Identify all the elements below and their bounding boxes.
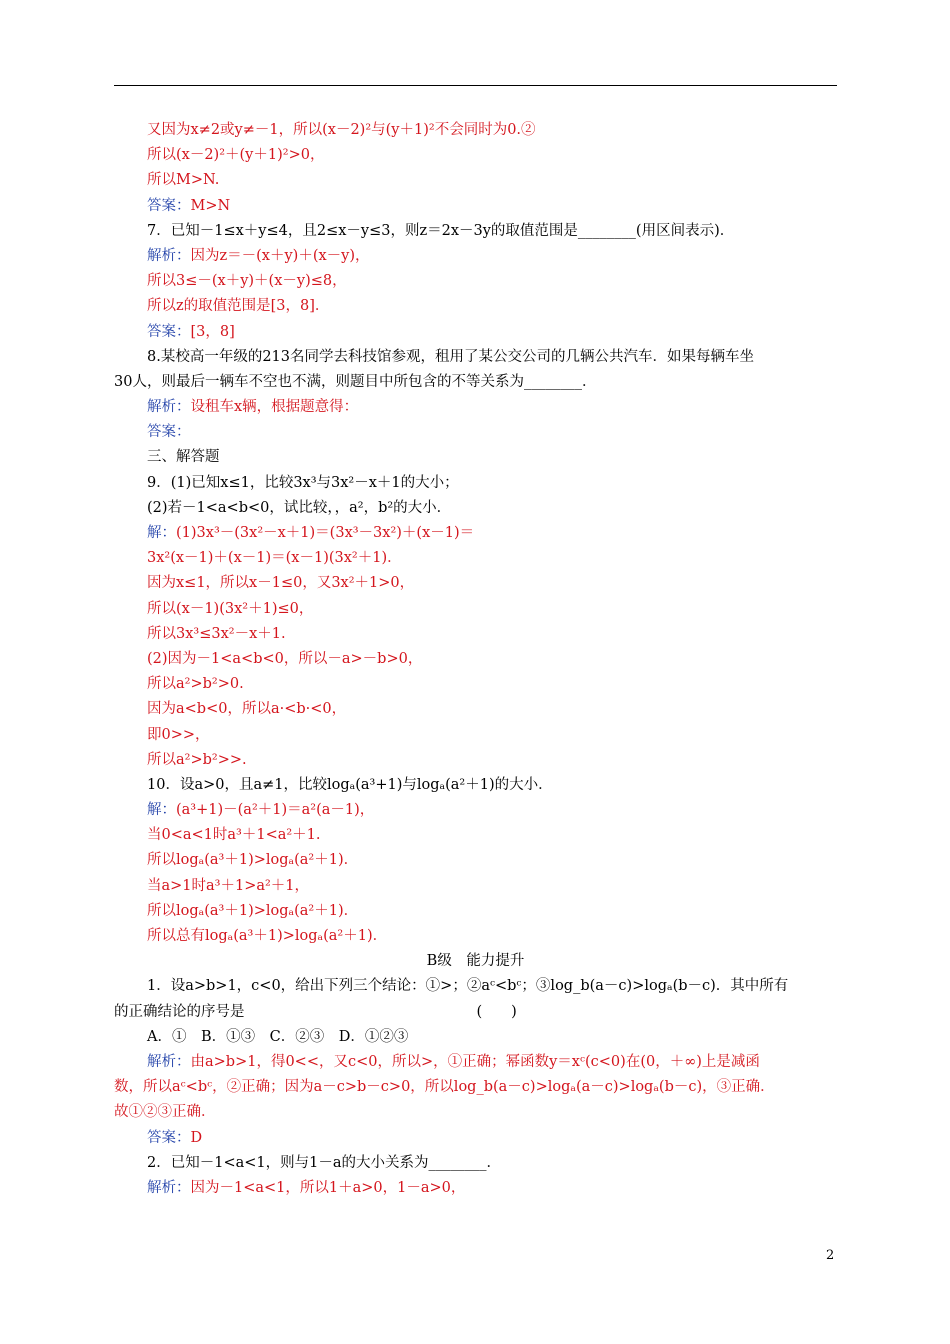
text-line (114, 395, 837, 420)
text-line (114, 320, 837, 345)
text-line (114, 1050, 837, 1075)
text-line (114, 294, 837, 319)
text-segment: 解： (147, 802, 176, 819)
text-segment: A．① B．①③ C．②③ D．①②③ (147, 1028, 409, 1045)
text-line (114, 471, 837, 496)
text-segment: 所以logₐ(a³＋1)>logₐ(a²＋1)． (147, 902, 359, 919)
text-segment: D (190, 1129, 203, 1146)
text-segment: 因为x≤1，所以x－1≤0，又3x²＋1>0， (147, 575, 415, 592)
text-line (114, 521, 837, 546)
text-line (114, 118, 837, 143)
text-segment: (a³+1)－(a²＋1)＝a²(a－1)， (176, 802, 375, 819)
text-line (114, 823, 837, 848)
text-segment: M>N (190, 197, 231, 214)
text-segment: 8.某校高一年级的213名同学去科技馆参观，租用了某公交公司的几辆公共汽车．如果每辆车坐 (147, 348, 755, 365)
text-segment: 故①②③正确． (114, 1104, 216, 1121)
text-segment: 所以3≤－(x＋y)＋(x－y)≤8， (147, 273, 347, 290)
text-segment: 所以a²>b²>>. (147, 751, 247, 768)
text-segment: 1．设a>b>1，c<0，给出下列三个结论：①>；②aᶜ<bᶜ；③log_b(a－c)>logₐ(b－c)．其中所有 (147, 978, 789, 995)
text-line (114, 1176, 837, 1201)
text-line (114, 1075, 837, 1100)
text-line (114, 143, 837, 168)
text-segment: 7．已知－1≤x＋y≤4，且2≤x－y≤3，则z＝2x－3y的取值范围是________(用区间表示)． (147, 222, 735, 239)
text-segment: 9．(1)已知x≤1，比较3x³与3x²－x＋1的大小； (147, 474, 459, 491)
text-line (114, 773, 837, 798)
text-segment: 所以M>N. (147, 172, 220, 189)
text-line (114, 924, 837, 949)
text-segment: 3x²(x－1)＋(x－1)＝(x－1)(3x²＋1)． (147, 550, 402, 567)
text-line (114, 194, 837, 219)
text-line (114, 974, 837, 999)
text-line (114, 571, 837, 596)
text-line (114, 445, 837, 470)
text-segment: 设租车x辆，根据题意得： (190, 399, 359, 416)
text-line (114, 1151, 837, 1176)
text-line (114, 697, 837, 722)
text-segment: 答案： (147, 1129, 191, 1146)
text-segment: 解析： (147, 247, 191, 264)
text-segment: 所以(x－1)(3x²＋1)≤0， (147, 600, 314, 617)
text-line (114, 1126, 837, 1151)
text-line (114, 874, 837, 899)
text-line (114, 647, 837, 672)
text-segment: 的正确结论的序号是 ( ) (114, 1003, 517, 1020)
text-segment: 当a>1时a³＋1>a²＋1， (147, 877, 310, 894)
text-segment: (2)因为－1<a<b<0，所以－a>－b>0， (147, 650, 423, 667)
page-number: 2 (826, 1248, 835, 1263)
text-segment: 所以(x－2)²＋(y＋1)²>0， (147, 147, 325, 164)
text-segment: 10．设a>0，且a≠1，比较logₐ(a³+1)与logₐ(a²＋1)的大小． (147, 776, 553, 793)
text-line (114, 672, 837, 697)
text-segment: 解析： (147, 399, 191, 416)
text-segment: 所以logₐ(a³＋1)>logₐ(a²＋1)． (147, 852, 359, 869)
text-line (114, 1100, 837, 1125)
text-line (114, 168, 837, 193)
text-segment: (1)3x³－(3x²－x＋1)＝(3x³－3x²)＋(x－1)＝ (176, 525, 475, 541)
text-segment: 解： (147, 525, 176, 541)
text-segment: 2．已知－1<a<1，则与1－a的大小关系为________． (147, 1154, 501, 1171)
text-line (114, 244, 837, 269)
text-line (114, 345, 837, 370)
text-line (114, 748, 837, 773)
text-segment: 答案： (147, 424, 191, 441)
text-segment: 即0>>， (147, 726, 210, 743)
text-segment: 因为z＝－(x＋y)＋(x－y)， (190, 247, 370, 264)
text-segment: B级 能力提升 (426, 953, 525, 970)
text-segment: 当0<a<1时a³＋1<a²＋1. (147, 827, 321, 844)
text-line (114, 546, 837, 571)
text-line (114, 370, 837, 395)
text-line (114, 420, 837, 445)
text-line (114, 622, 837, 647)
text-segment: [3，8] (190, 323, 235, 340)
text-segment: (2)若－1<a<b<0，试比较，，a²，b²的大小． (147, 499, 452, 516)
text-segment: 数，所以aᶜ<bᶜ，②正确；因为a－c>b－c>0，所以log_b(a－c)>logₐ(a－c)>logₐ(b－c)，③正确． (114, 1079, 775, 1096)
text-segment: 解析： (147, 1179, 191, 1196)
text-segment: 所以总有logₐ(a³＋1)>logₐ(a²＋1)． (147, 928, 388, 944)
text-line (114, 496, 837, 521)
text-segment: 由a>b>1，得0<<，又c<0，所以>，①正确；幂函数y＝xᶜ(c<0)在(0，＋∞)上是减函 (190, 1053, 760, 1070)
text-segment: 30人，则最后一辆车不空也不满，则题目中所包含的不等关系为________． (114, 373, 597, 390)
text-segment: 答案： (147, 323, 191, 340)
text-segment: 所以z的取值范围是[3，8]． (147, 298, 330, 315)
text-line (114, 219, 837, 244)
text-segment: 又因为x≠2或y≠－1，所以(x－2)²与(y＋1)²不会同时为0.② (147, 122, 536, 138)
text-line (114, 1025, 837, 1050)
text-line (114, 269, 837, 294)
text-line (114, 1000, 837, 1025)
text-line (114, 949, 837, 974)
text-segment: 三、解答题 (147, 449, 220, 466)
text-segment: 答案： (147, 197, 191, 214)
text-line (114, 848, 837, 873)
header-rule (114, 85, 837, 86)
text-segment: 因为－1<a<1，所以1＋a>0，1－a>0， (190, 1179, 466, 1196)
text-segment: 所以3x³≤3x²－x＋1. (147, 625, 286, 642)
text-segment: 所以a²>b²>0. (147, 676, 244, 693)
text-line (114, 899, 837, 924)
text-line (114, 597, 837, 622)
text-segment: 解析： (147, 1053, 191, 1070)
text-line (114, 723, 837, 748)
text-segment: 因为a<b<0，所以a·<b·<0， (147, 701, 347, 718)
text-line (114, 798, 837, 823)
document-body (114, 118, 837, 1201)
